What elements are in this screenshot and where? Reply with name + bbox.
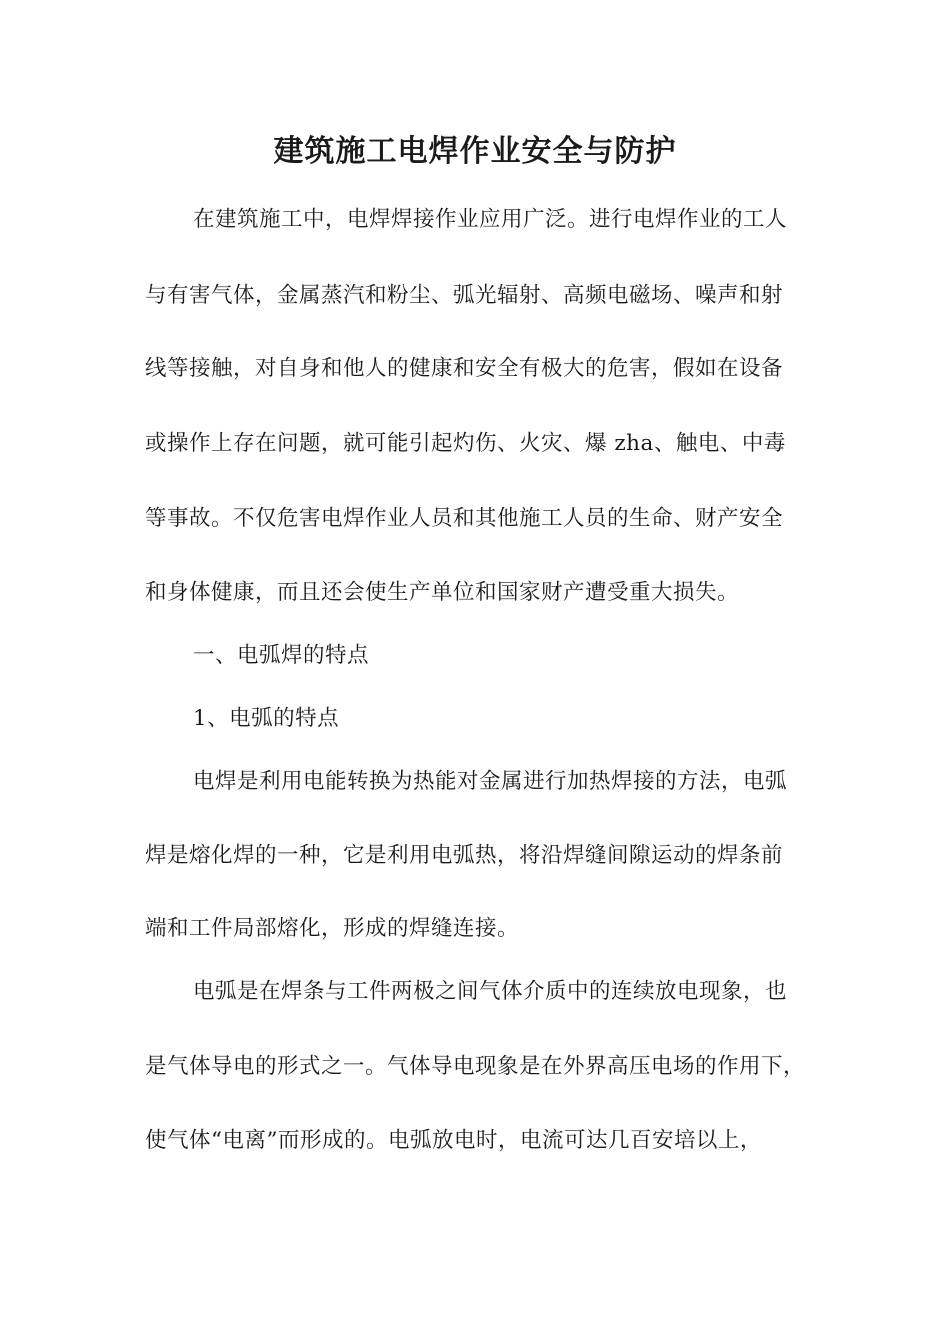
paragraph-line: 焊是熔化焊的一种，它是利用电弧热，将沿焊缝间隙运动的焊条前	[145, 843, 784, 868]
subsection-heading: 1、电弧的特点	[193, 706, 340, 731]
paragraph-line: 在建筑施工中，电焊焊接作业应用广泛。进行电焊作业的工人	[193, 207, 788, 232]
paragraph-line: 使气体“电离”而形成的。电弧放电时，电流可达几百安培以上，	[145, 1128, 762, 1153]
paragraph-line: 电焊是利用电能转换为热能对金属进行加热焊接的方法，电弧	[193, 769, 788, 794]
paragraph-line: 是气体导电的形式之一。气体导电现象是在外界高压电场的作用下，	[145, 1054, 806, 1079]
paragraph-line: 线等接触，对自身和他人的健康和安全有极大的危害，假如在设备	[145, 356, 784, 381]
paragraph-line: 电弧是在焊条与工件两极之间气体介质中的连续放电现象，也	[193, 979, 788, 1004]
paragraph-line: 与有害气体，金属蒸汽和粉尘、弧光辐射、高频电磁场、噪声和射	[145, 283, 784, 308]
paragraph-line: 端和工件局部熔化，形成的焊缝连接。	[145, 916, 520, 941]
document-title: 建筑施工电焊作业安全与防护	[273, 134, 677, 169]
paragraph-line: 等事故。不仅危害电焊作业人员和其他施工人员的生命、财产安全	[145, 506, 784, 531]
paragraph-line: 或操作上存在问题，就可能引起灼伤、火灾、爆 zha、触电、中毒	[145, 431, 786, 456]
section-heading: 一、电弧焊的特点	[193, 643, 370, 668]
paragraph-line: 和身体健康，而且还会使生产单位和国家财产遭受重大损失。	[145, 580, 740, 605]
